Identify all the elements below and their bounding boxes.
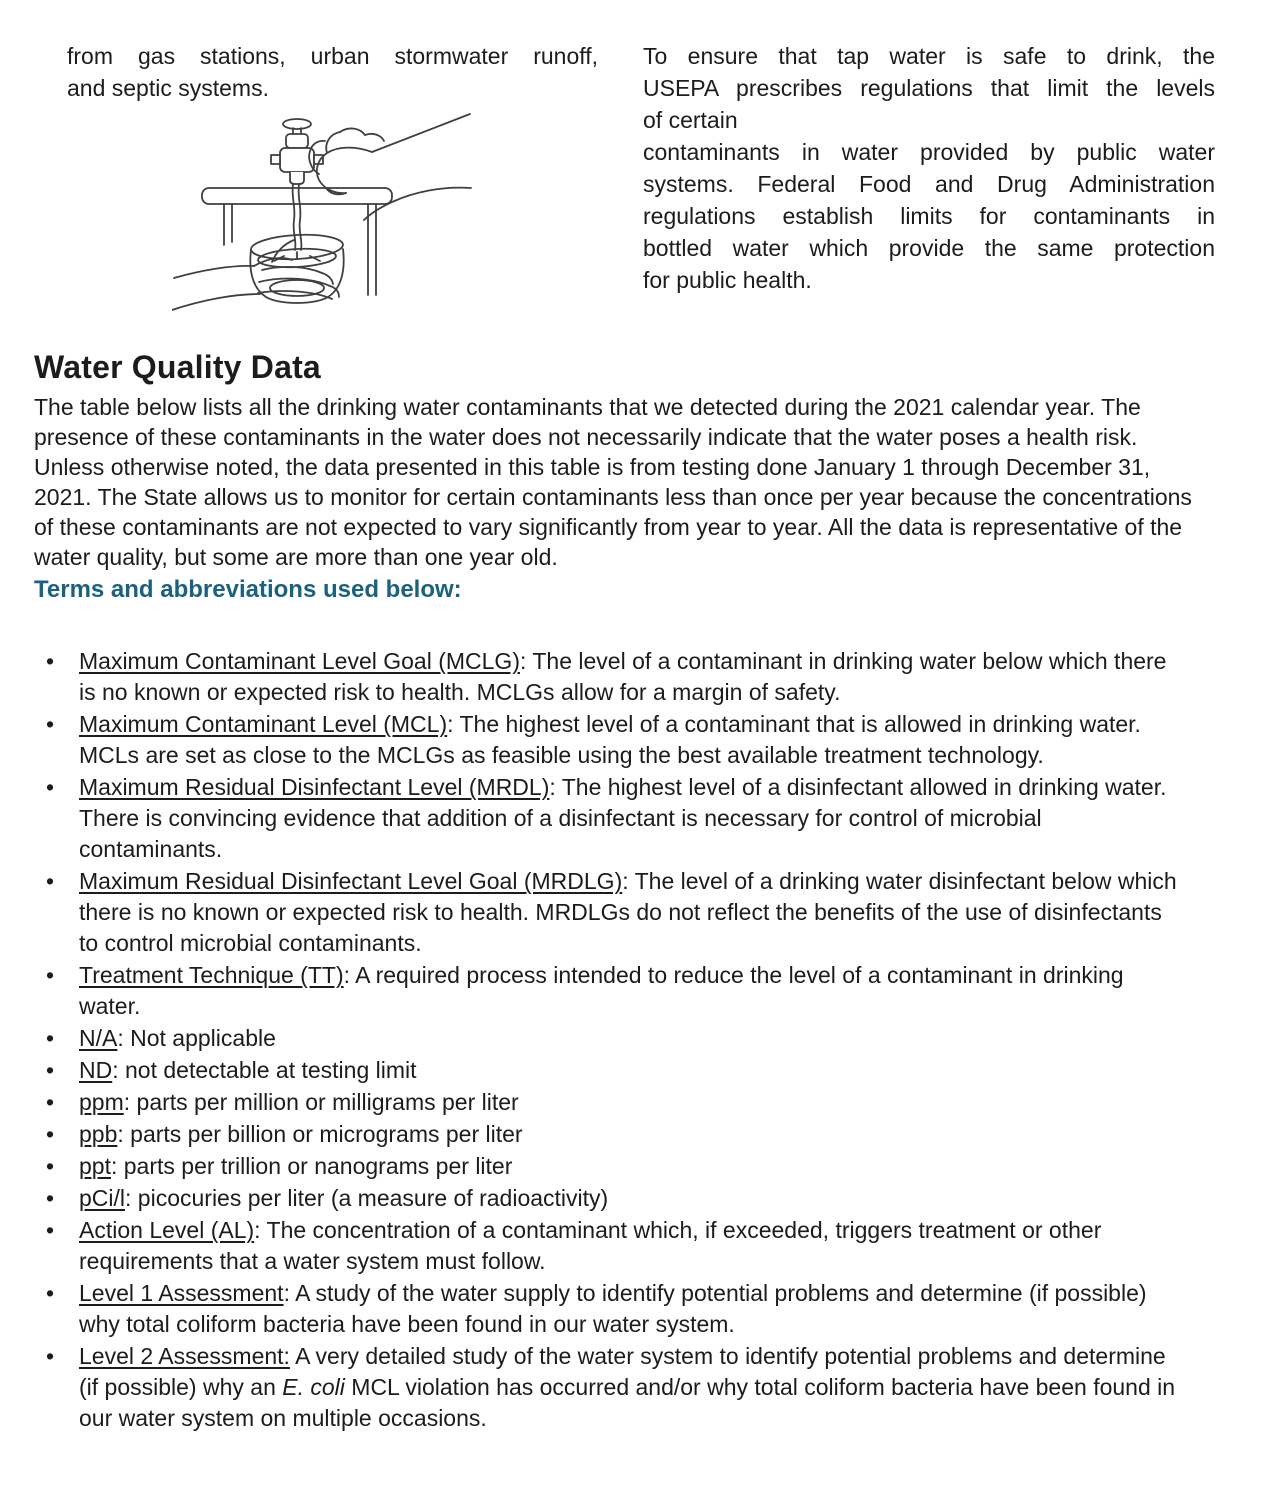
term-label: Maximum Residual Disinfectant Level Goal (MRDLG) bbox=[79, 868, 623, 894]
term-separator: : bbox=[110, 1153, 124, 1179]
terms-list-item bbox=[34, 1183, 1184, 1214]
term-label: ppm bbox=[79, 1089, 124, 1115]
terms-list bbox=[34, 646, 1184, 1434]
intro-text-line: regulations establish limits for contaminants in bbox=[643, 203, 1215, 229]
terms-list-item bbox=[34, 772, 1184, 865]
term-label: Maximum Contaminant Level Goal (MCLG) bbox=[79, 648, 520, 674]
terms-list-item bbox=[34, 709, 1184, 771]
term-label: Level 1 Assessment bbox=[79, 1280, 284, 1306]
term-definition-pre: parts per million or milligrams per liter bbox=[136, 1089, 519, 1115]
term-separator: : bbox=[283, 1280, 296, 1306]
term-separator: : bbox=[622, 868, 635, 894]
terms-list-item bbox=[34, 1023, 1184, 1054]
intro-two-columns bbox=[67, 40, 1215, 315]
term-separator: : bbox=[117, 1121, 131, 1147]
term-label: Action Level (AL) bbox=[79, 1217, 255, 1243]
terms-list-item bbox=[34, 1215, 1184, 1277]
intro-left-lines bbox=[67, 40, 598, 104]
term-separator: : bbox=[519, 648, 533, 674]
intro-text-line: and septic systems. bbox=[67, 75, 269, 101]
intro-right-lines bbox=[643, 40, 1215, 296]
intro-text-line: To ensure that tap water is safe to drink, the bbox=[643, 43, 1215, 69]
terms-list-item bbox=[34, 1119, 1184, 1150]
term-definition-pre: parts per trillion or nanograms per liter bbox=[123, 1153, 513, 1179]
term-separator: : bbox=[343, 962, 356, 988]
term-label: Treatment Technique (TT) bbox=[79, 962, 344, 988]
terms-list-item bbox=[34, 1055, 1184, 1086]
term-label: Maximum Contaminant Level (MCL) bbox=[79, 711, 448, 737]
term-separator: : bbox=[254, 1217, 267, 1243]
term-definition-pre: The level of a drinking water disinfectant below which there is no known or expected risk to health. MRDLGs do not reflect the benefits of the use of disinfectants to control microbial contaminants. bbox=[79, 868, 1177, 956]
tap-water-glass-illustration bbox=[172, 110, 472, 315]
intro-left-column bbox=[67, 40, 598, 315]
term-definition-pre: not detectable at testing limit bbox=[125, 1057, 417, 1083]
intro-text-line: bottled water which provide the same protection bbox=[643, 235, 1215, 261]
term-separator: : bbox=[117, 1025, 131, 1051]
term-definition-pre: The level of a contaminant in drinking water below which there is no known or expected risk to health. MCLGs allow for a margin of safety. bbox=[79, 648, 1167, 705]
terms-list-item bbox=[34, 646, 1184, 708]
terms-list-item bbox=[34, 1341, 1184, 1434]
term-definition-pre: The concentration of a contaminant which, if exceeded, triggers treatment or other requirements that a water system must follow. bbox=[79, 1217, 1102, 1274]
terms-list-item bbox=[34, 960, 1184, 1022]
term-separator: : bbox=[112, 1057, 126, 1083]
water-quality-paragraph: The table below lists all the drinking water contaminants that we detected during the 2021 calendar year. The presence of these contaminants in the water does not necessarily indicate that the water poses a health risk. Unless otherwise noted, the data presented in this table is from testing done January 1 through December 31, 2021. The State allows us to monitor for certain contaminants less than once per year because the concentrations of these contaminants are not expected to vary significantly from year to year. All the data is representative of the water quality, but some are more than one year old. bbox=[34, 394, 1192, 570]
term-definition-pre: A required process intended to reduce the level of a contaminant in drinking water. bbox=[79, 962, 1124, 1019]
term-definition-pre: The highest level of a contaminant that is allowed in drinking water. MCLs are set as close to the MCLGs as feasible using the best available treatment technology. bbox=[79, 711, 1141, 768]
terms-list-item bbox=[34, 1278, 1184, 1340]
term-definition-pre: A very detailed study of the water system to identify potential problems and determine (if possible) why an bbox=[79, 1343, 1166, 1400]
intro-text-line: for public health. bbox=[643, 267, 812, 293]
intro-text-line: USEPA prescribes regulations that limit the levels bbox=[643, 75, 1215, 101]
intro-text-line: systems. Federal Food and Drug Administration bbox=[643, 171, 1215, 197]
intro-right-column bbox=[643, 40, 1215, 315]
term-definition-pre: Not applicable bbox=[130, 1025, 276, 1051]
term-label: pCi/l bbox=[79, 1185, 126, 1211]
term-definition-pre: picocuries per liter (a measure of radioactivity) bbox=[137, 1185, 609, 1211]
term-definition-italic: E. coli bbox=[282, 1374, 345, 1400]
term-label: ppt bbox=[79, 1153, 111, 1179]
term-separator: : bbox=[125, 1185, 138, 1211]
term-separator: : bbox=[123, 1089, 137, 1115]
section-heading-water-quality-data: Water Quality Data bbox=[34, 349, 321, 385]
term-separator: : bbox=[549, 774, 562, 800]
term-label: N/A bbox=[79, 1025, 118, 1051]
term-definition-pre: The highest level of a disinfectant allowed in drinking water. There is convincing evidence that addition of a disinfectant is necessary for control of microbial contaminants. bbox=[79, 774, 1167, 862]
term-definition-pre: A study of the water supply to identify potential problems and determine (if possible) why total coliform bacteria have been found in our water system. bbox=[79, 1280, 1147, 1337]
term-label: Level 2 Assessment: bbox=[79, 1343, 290, 1369]
term-label: Maximum Residual Disinfectant Level (MRDL) bbox=[79, 774, 550, 800]
term-definition-pre: parts per billion or micrograms per liter bbox=[130, 1121, 523, 1147]
term-label: ppb bbox=[79, 1121, 118, 1147]
terms-list-item bbox=[34, 866, 1184, 959]
terms-subheading: Terms and abbreviations used below: bbox=[34, 576, 462, 603]
terms-list-item bbox=[34, 1087, 1184, 1118]
term-definition-post: MCL violation has occurred and/or why total coliform bacteria have been found in our water system on multiple occasions. bbox=[79, 1374, 1176, 1431]
intro-text-line: from gas stations, urban stormwater runoff, bbox=[67, 43, 598, 69]
term-separator: : bbox=[447, 711, 460, 737]
intro-text-line: of certain bbox=[643, 107, 738, 133]
terms-list-item bbox=[34, 1151, 1184, 1182]
intro-text-line: contaminants in water provided by public water bbox=[643, 139, 1215, 165]
term-label: ND bbox=[79, 1057, 113, 1083]
